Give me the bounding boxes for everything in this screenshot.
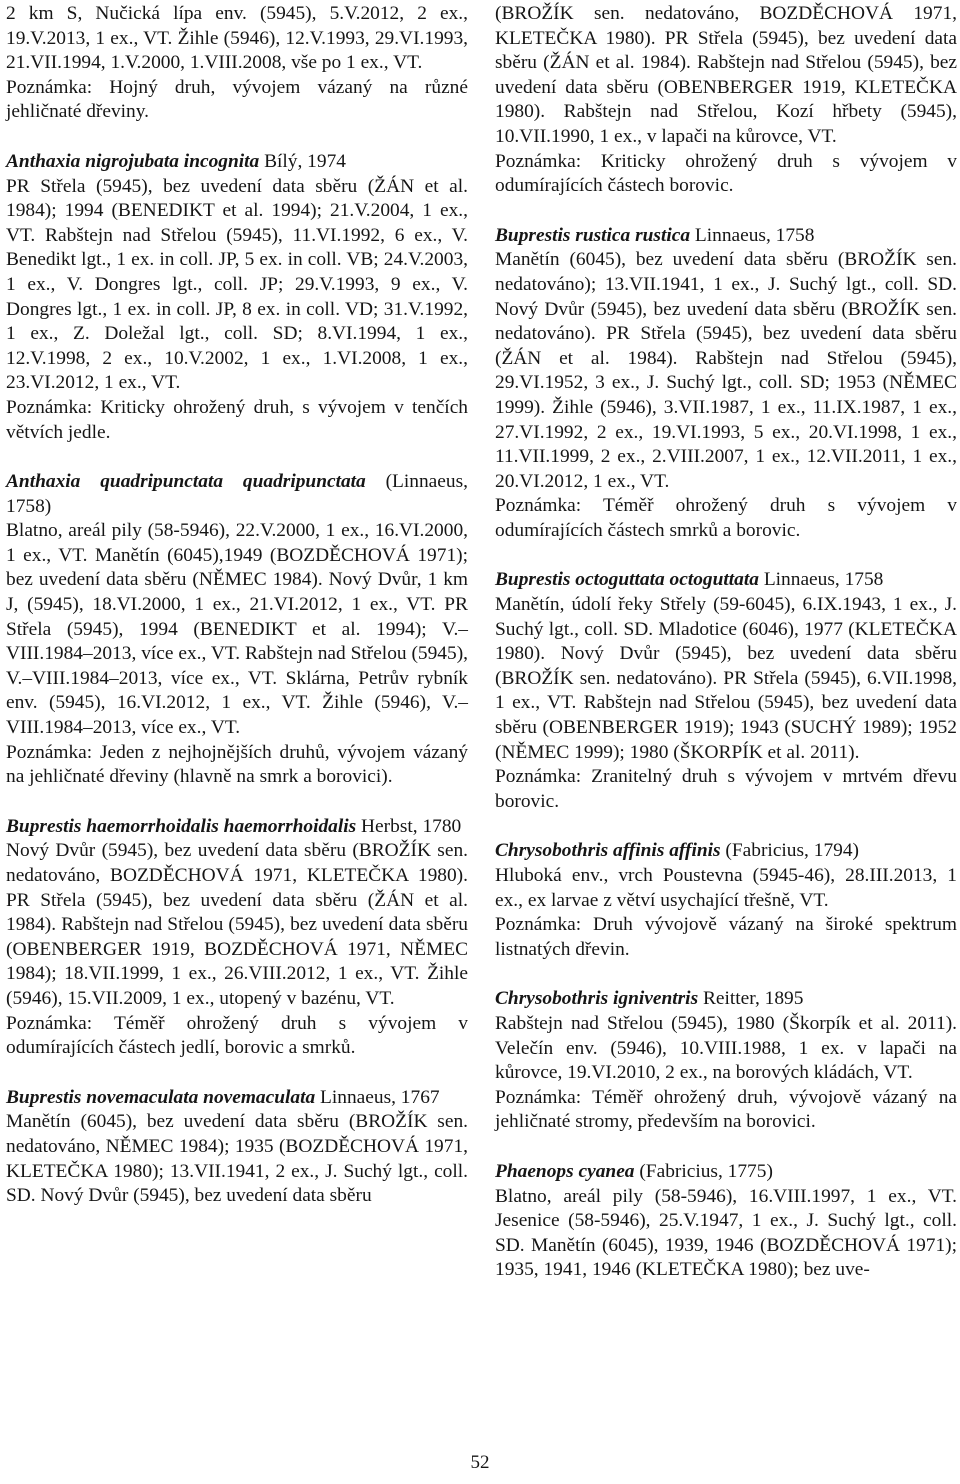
entry-heading-line: [495, 839, 957, 864]
entry-note: Poznámka: Druh vývojově vázaný na široké spektrum listnatých dřevin.: [495, 914, 957, 960]
species-name: Chrysobothris affinis affinis: [495, 840, 721, 862]
entry-heading-line: [6, 815, 468, 840]
species-author: Reitter, 1895: [698, 988, 804, 1010]
entry-text: Manětín, údolí řeky Střely (59-6045), 6.IX.1943, 1 ex., J. Suchý lgt., coll. SD. Mladotice (6046), 1977 (KLETEČKA 1980). Nový Dvůr (5945), bez uvedení data sběru (BROŽÍK sen. nedatováno). PR Střela (5945), 6.VII.1998, 1 ex., VT. Rabštejn nad Střelou (5945), bez uvedení data sběru (OBENBERGER 1919); 1943 (SUCHÝ 1989); 1952 (NĚMEC 1999); 1980 (ŠKORPÍK et al. 2011).: [495, 594, 957, 763]
species-name: Phaenops cyanea: [495, 1160, 635, 1182]
species-author: Linnaeus, 1767: [315, 1086, 440, 1108]
species-author: Herbst, 1780: [356, 815, 462, 837]
entry-note: Poznámka: Téměř ohrožený druh s vývojem v odumírajících částech smrků a borovic.: [495, 495, 957, 541]
species-name: Buprestis haemorrhoidalis haemorrhoidalis: [6, 815, 357, 837]
species-author: Linnaeus, 1758: [690, 224, 815, 246]
species-entry: [495, 568, 957, 814]
entry-text: Nový Dvůr (5945), bez uvedení data sběru (BROŽÍK sen. nedatováno, BOZDĚCHOVÁ 1971, KLETEČKA 1980). PR Střela (5945), bez uvedení data sběru (ŽÁN et al. 1984). Rabštejn nad Střelou (5945), bez uvedení data sběru (OBENBERGER 1919, BOZDĚCHOVÁ 1971, NĚMEC 1984); 18.VII.1999, 1 ex., 26.VIII.2012, 1 ex., VT. Žihle (5946), 15.VII.2009, 1 ex., utopený v bazénu, VT.: [6, 840, 468, 1009]
species-heading: [6, 816, 461, 837]
entry-text: Blatno, areál pily (58-5946), 16.VIII.1997, 1 ex., VT. Jesenice (58-5946), 25.V.1947, 1 ex., J. Suchý lgt., coll. SD. Manětín (6045), 1939, 1946 (BOZDĚCHOVÁ 1971); 1935, 1941, 1946 (KLETEČKA 1980); bez uve-: [495, 1185, 957, 1281]
entry-text: Hluboká env., vrch Poustevna (5945-46), 28.III.2013, 1 ex., ex larvae z větví usychající třešně, VT.: [495, 865, 957, 911]
species-entry: [6, 470, 468, 790]
entry-heading-line: [6, 150, 468, 175]
species-entry: [495, 839, 957, 962]
entry-text: (BROŽÍK sen. nedatováno, BOZDĚCHOVÁ 1971, KLETEČKA 1980). PR Střela (5945), bez uvedení data sběru (ŽÁN et al. 1984). Rabštejn nad Střelou (5945), bez uvedení data sběru (OBENBERGER 1919, KLETEČKA 1980). Rabštejn nad Střelou, Kozí hřbety (5945), 10.VII.1990, 1 ex., v lapači na kůrovce, VT.: [495, 3, 957, 147]
species-entry: [495, 2, 957, 199]
entry-note: Poznámka: Jeden z nejhojnějších druhů, vývojem vázaný na jehličnaté dřeviny (hlavně na smrk a borovici).: [6, 741, 468, 788]
species-author: (Linnaeus, 1758): [6, 471, 468, 517]
entry-text: Blatno, areál pily (58-5946), 22.V.2000, 1 ex., 16.VI.2000, 1 ex., VT. Manětín (6045),1949 (BOZDĚCHOVÁ 1971); bez uvedení data sběru (NĚMEC 1984). Nový Dvůr, 1 km J, (5945), 18.VI.2000, 1 ex., 21.VI.2012, 1 ex., VT. PR Střela (5945), 1994 (BENEDIKT et al. 1994); V.–VIII.1984–2013, více ex., VT. Rabštejn nad Střelou (5945), V.–VIII.1984–2013, více ex., VT. Sklárna, Petrův rybník env. (5945), 16.VI.2012, 1 ex., VT. Žihle (5946), V.–VIII.1984–2013, více ex., VT.: [6, 520, 468, 739]
species-heading: [495, 840, 859, 861]
species-entry: [495, 987, 957, 1135]
species-name: Anthaxia quadripunctata quadripunctata: [6, 471, 366, 493]
entry-text: 2 km S, Nučická lípa env. (5945), 5.V.2012, 2 ex., 19.V.2013, 1 ex., VT. Žihle (5946), 12.V.1993, 29.VI.1993, 21.VII.1994, 1.V.2000, 1.VIII.2008, vše po 1 ex., VT.: [6, 3, 468, 74]
entry-heading-line: [6, 470, 468, 519]
species-entry: [495, 224, 957, 544]
species-heading: [495, 1161, 773, 1182]
entry-heading-line: [495, 1160, 957, 1185]
entry-note: Poznámka: Kriticky ohrožený druh s vývojem v odumírajících částech borovic.: [495, 150, 957, 197]
species-entry: [6, 2, 468, 125]
entry-note: Poznámka: Téměř ohrožený druh, vývojově vázaný na jehličnaté stromy, především na borovici.: [495, 1086, 957, 1133]
species-name: Buprestis octoguttata octoguttata: [495, 569, 759, 591]
species-entry: [6, 1086, 468, 1209]
species-heading: [6, 151, 346, 172]
species-author: (Fabricius, 1794): [720, 840, 859, 862]
species-heading: [6, 1087, 440, 1108]
entry-note: Poznámka: Zranitelný druh s vývojem v mrtvém dřevu borovic.: [495, 766, 957, 812]
entry-text: Rabštejn nad Střelou (5945), 1980 (Škorpík et al. 2011). Velečín env. (5946), 10.VIII.1988, 1 ex. v lapači na kůrovce, 19.VI.2010, 2 ex., na borových kládách, VT.: [495, 1012, 957, 1084]
entry-heading-line: [495, 987, 957, 1012]
species-heading: [6, 471, 468, 517]
species-name: Buprestis rustica rustica: [495, 224, 691, 246]
left-column: [6, 2, 468, 1234]
species-entry: [6, 150, 468, 445]
species-heading: [495, 225, 814, 246]
species-entry: [495, 1160, 957, 1283]
entry-text: PR Střela (5945), bez uvedení data sběru (ŽÁN et al. 1984); 1994 (BENEDIKT et al. 1994); 21.V.2004, 1 ex., VT. Rabštejn nad Střelou (5945), 11.VI.1992, 6 ex., V. Benedikt lgt., 1 ex. in coll. JP, 5 ex. in coll. VB; 24.V.2003, 1 ex., V. Dongres lgt., coll. JP; 29.V.1993, 9 ex., V. Dongres lgt., 1 ex. in coll. JP, 8 ex. in coll. VD; 31.V.1992, 1 ex., Z. Doležal lgt., coll. SD; 8.VI.1994, 1 ex., 12.V.1998, 2 ex., 10.V.2002, 1 ex., 1.VI.2008, 1 ex., 23.VI.2012, 1 ex., VT.: [6, 175, 468, 394]
entry-note: Poznámka: Kriticky ohrožený druh, s vývojem v tenčích větvích jedle.: [6, 396, 468, 443]
entry-note: Poznámka: Téměř ohrožený druh s vývojem v odumírajících částech jedlí, borovic a smrků.: [6, 1012, 468, 1059]
entry-text: Manětín (6045), bez uvedení data sběru (BROŽÍK sen. nedatováno, NĚMEC 1984); 1935 (BOZDĚCHOVÁ 1971, KLETEČKA 1980); 13.VII.1941, 2 ex., J. Suchý lgt., coll. SD. Nový Dvůr (5945), bez uvedení data sběru: [6, 1111, 468, 1207]
species-heading: [495, 988, 803, 1009]
entry-text: Manětín (6045), bez uvedení data sběru (BROŽÍK sen. nedatováno); 13.VII.1941, 1 ex., J. Suchý lgt., coll. SD. Nový Dvůr (5945), bez uvedení data sběru (BROŽÍK sen. nedatováno). PR Střela (5945), bez uvedení data sběru (ŽÁN et al. 1984). Rabštejn nad Střelou (5945), 29.VI.1952, 3 ex., J. Suchý lgt., coll. SD; 1953 (NĚMEC 1999). Žihle (5946), 3.VII.1987, 1 ex., 11.IX.1987, 1 ex., 27.VI.1992, 2 ex., 19.VI.1993, 5 ex., 20.VI.1998, 1 ex., 11.VII.1999, 2 ex., 2.VIII.2007, 1 ex., 12.VII.2011, 1 ex., 20.VI.2012, 1 ex., VT.: [495, 249, 957, 492]
species-author: Bílý, 1974: [259, 150, 346, 172]
entry-heading-line: [495, 224, 957, 249]
entry-note: Poznámka: Hojný druh, vývojem vázaný na různé jehličnaté dřeviny.: [6, 76, 468, 123]
species-author: Linnaeus, 1758: [758, 569, 884, 591]
right-column: [495, 2, 957, 1308]
species-name: Anthaxia nigrojubata incognita: [6, 150, 260, 172]
species-name: Buprestis novemaculata novemaculata: [6, 1086, 316, 1108]
page-number: 52: [470, 1452, 490, 1473]
species-heading: [495, 569, 883, 590]
species-author: (Fabricius, 1775): [634, 1160, 773, 1182]
entry-heading-line: [495, 568, 957, 593]
species-name: Chrysobothris igniventris: [495, 988, 699, 1010]
species-entry: [6, 815, 468, 1061]
entry-heading-line: [6, 1086, 468, 1111]
